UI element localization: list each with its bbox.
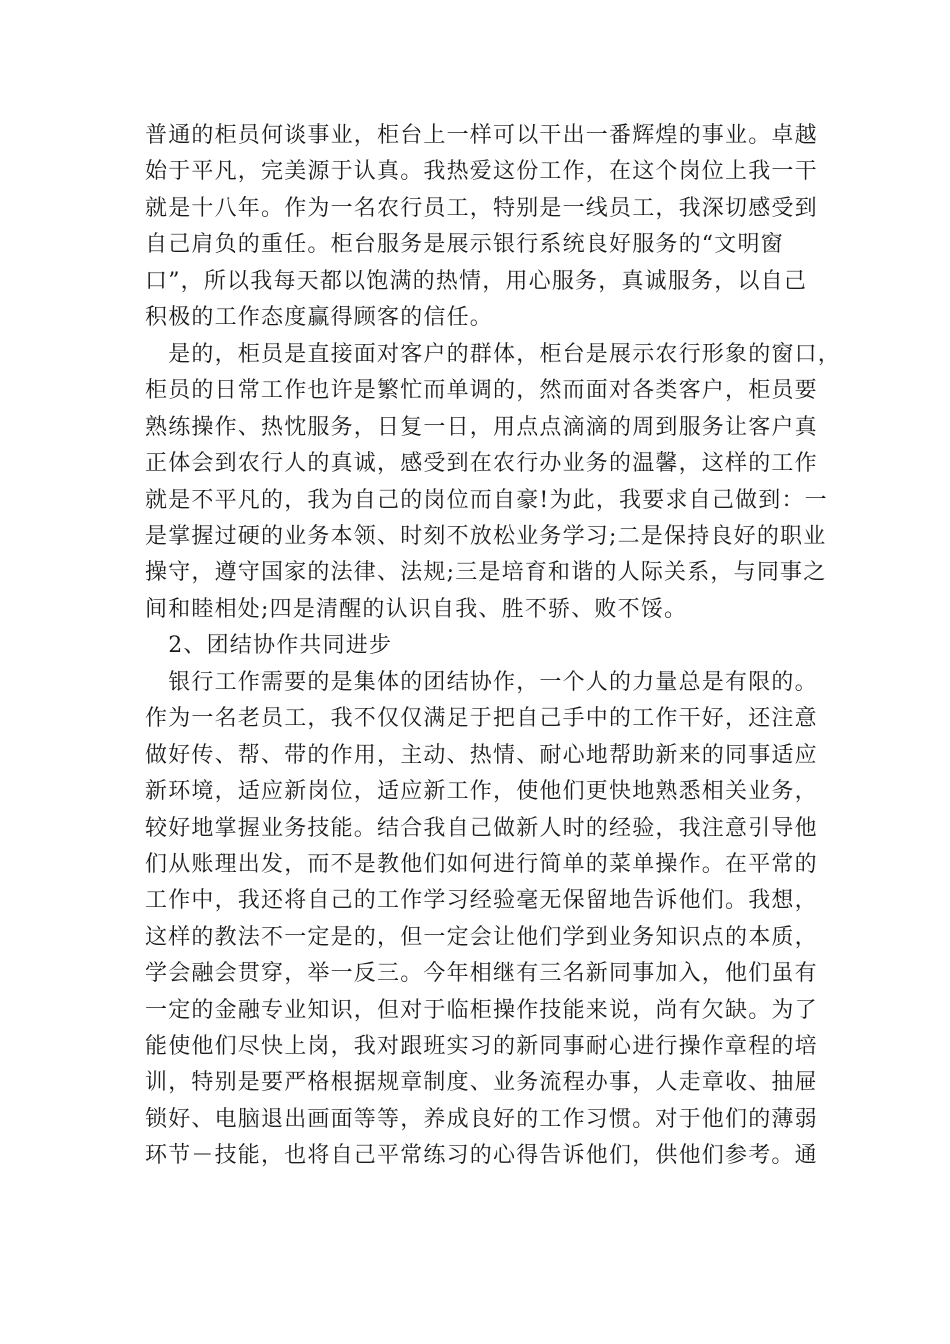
text-line: 间和睦相处;四是清醒的认识自我、胜不骄、败不馁。 <box>145 596 688 622</box>
text-line: 口”，所以我每天都以饱满的热情，用心服务，真诚服务，以自己 <box>145 268 808 294</box>
text-line: 普通的柜员何谈事业，柜台上一样可以干出一番辉煌的事业。卓越 <box>145 123 818 148</box>
text-line: 柜员的日常工作也许是繁忙而单调的，然而面对各类客户，柜员要 <box>145 378 818 404</box>
text-line: 学会融会贯穿，举一反三。今年相继有三名新同事加入，他们虽有 <box>145 961 818 987</box>
text-line: 锁好、电脑退出画面等等，养成良好的工作习惯。对于他们的薄弱 <box>145 1106 818 1132</box>
heading-text: 2、团结协作共同进步 <box>145 633 393 658</box>
text-line: 始于平凡，完美源于认真。我热爱这份工作，在这个岗位上我一干 <box>145 159 818 185</box>
text-line: 能使他们尽快上岗，我对跟班实习的新同事耐心进行操作章程的培 <box>145 1033 818 1059</box>
paragraph-3 <box>145 665 818 1174</box>
text-line: 新环境，适应新岗位，适应新工作，使他们更快地熟悉相关业务， <box>145 779 818 805</box>
text-line: 作为一名老员工，我不仅仅满足于把自己手中的工作干好，还注意 <box>145 706 818 732</box>
paragraph-1 <box>145 118 818 336</box>
text-line: 做好传、帮、带的作用，主动、热情、耐心地帮助新来的同事适应 <box>145 742 818 768</box>
text-line: 就是不平凡的，我为自己的岗位而自豪!为此，我要求自己做到：一 <box>145 487 828 513</box>
text-line: 自己肩负的重任。柜台服务是展示银行系统良好服务的“文明窗 <box>145 232 784 258</box>
section-heading <box>145 628 809 664</box>
paragraph-2 <box>145 337 842 628</box>
text-line: 较好地掌握业务技能。结合我自己做新人时的经验，我注意引导他 <box>145 815 818 841</box>
text-line: 积极的工作态度赢得顾客的信任。 <box>145 304 494 330</box>
text-line: 训，特别是要严格根据规章制度、业务流程办事，人走章收、抽屉 <box>145 1070 818 1096</box>
text-line: 是掌握过硬的业务本领、时刻不放松业务学习;二是保持良好的职业 <box>145 523 827 549</box>
text-line: 操守，遵守国家的法律、法规;三是培育和谐的人际关系，与同事之 <box>145 560 827 586</box>
text-line: 们从账理出发，而不是教他们如何进行简单的菜单操作。在平常的 <box>145 851 818 877</box>
text-line: 一定的金融专业知识，但对于临柜操作技能来说，尚有欠缺。为了 <box>145 997 818 1023</box>
text-line: 环节－技能，也将自己平常练习的心得告诉他们，供他们参考。通 <box>145 1143 818 1169</box>
text-line: 正体会到农行人的真诚，感受到在农行办业务的温馨，这样的工作 <box>145 451 818 477</box>
text-line: 银行工作需要的是集体的团结协作，一个人的力量总是有限的。 <box>145 670 818 695</box>
text-line: 熟练操作、热忱服务，日复一日，用点点滴滴的周到服务让客户真 <box>145 414 818 440</box>
text-line: 就是十八年。作为一名农行员工，特别是一线员工，我深切感受到 <box>145 195 818 221</box>
text-line: 是的，柜员是直接面对客户的群体，柜台是展示农行形象的窗口， <box>145 342 842 367</box>
text-line: 这样的教法不一定是的，但一定会让他们学到业务知识点的本质， <box>145 924 818 950</box>
text-line: 工作中，我还将自己的工作学习经验毫无保留地告诉他们。我想， <box>145 888 818 914</box>
